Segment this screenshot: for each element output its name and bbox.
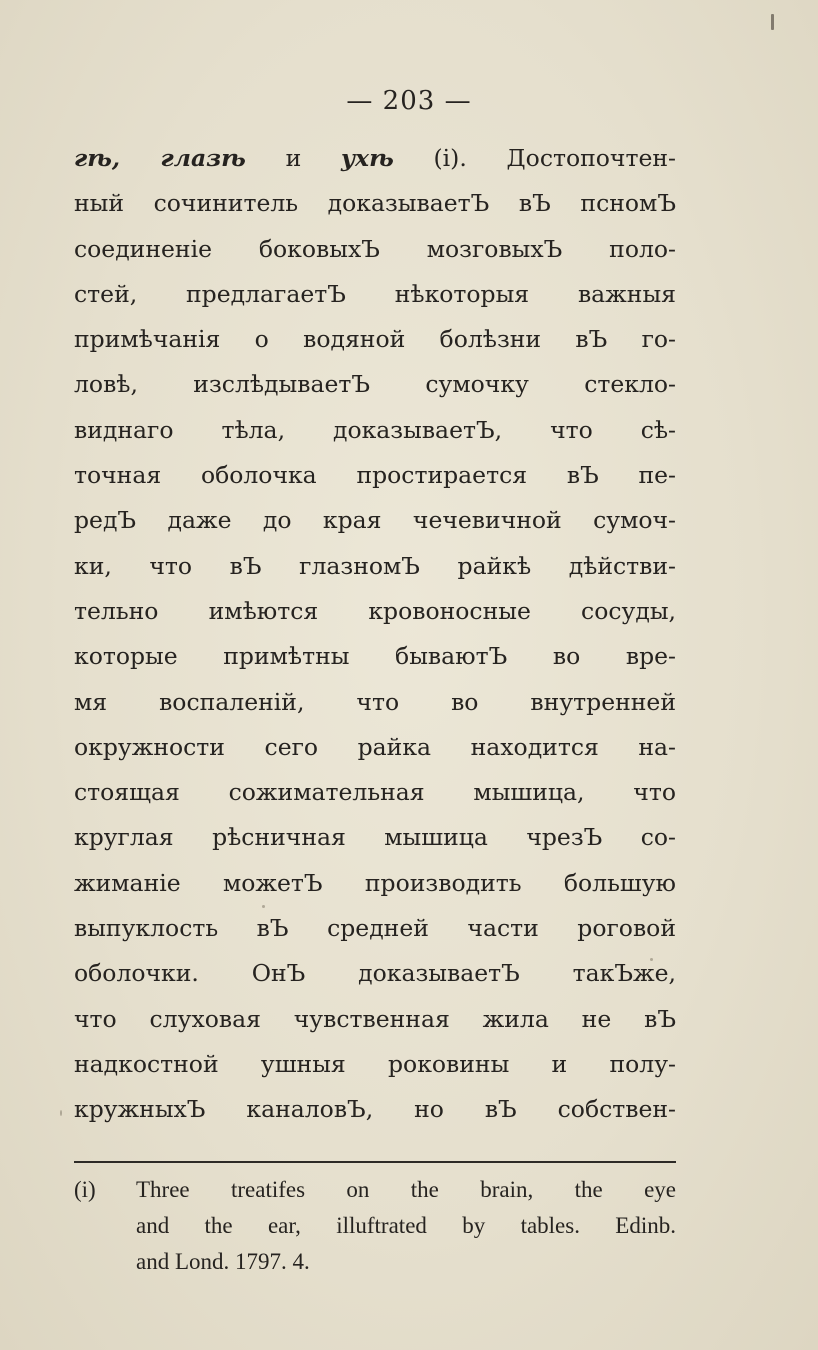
footnote-line xyxy=(74,1244,676,1280)
footnote-line xyxy=(74,1172,676,1208)
text-span: стей, предлагаетЪ нѣкоторыя важныя xyxy=(74,279,676,308)
text-span: точная оболочка простирается вЪ пе- xyxy=(74,461,676,490)
text-line xyxy=(74,453,676,498)
italic-text: гѣ, глазѣ xyxy=(74,144,246,172)
footnote-divider xyxy=(74,1161,676,1163)
text-line xyxy=(74,227,676,272)
text-line xyxy=(74,634,676,679)
text-span: кружныхЪ каналовЪ, но вЪ собствен- xyxy=(74,1095,676,1124)
text-span: и xyxy=(245,144,341,172)
text-line xyxy=(74,317,676,362)
text-span: что слуховая чувственная жила не вЪ xyxy=(74,1004,676,1033)
footnote xyxy=(74,1172,676,1280)
footnote-text: and the ear, illuftrated by tables. Edinb. xyxy=(136,1213,676,1238)
footnote-text: and Lond. 1797. 4. xyxy=(136,1249,310,1274)
text-line xyxy=(74,498,676,543)
text-line xyxy=(74,181,676,226)
text-span: редЪ даже до края чечевичной сумоч- xyxy=(74,506,676,535)
text-line xyxy=(74,815,676,860)
text-line xyxy=(74,408,676,453)
text-span: стоящая сожимательная мышица, что xyxy=(74,778,676,807)
italic-text: ухѣ xyxy=(341,144,394,172)
text-line xyxy=(74,725,676,770)
text-span: надкостной ушныя роковины и полу- xyxy=(74,1049,676,1078)
text-span: круглая рѣсничная мышица чрезЪ со- xyxy=(74,823,676,852)
text-span: соединеніе боковыхЪ мозговыхЪ поло- xyxy=(74,234,676,263)
text-span: ловѣ, изслѣдываетЪ сумочку стекло- xyxy=(74,370,676,399)
text-line xyxy=(74,680,676,725)
text-span: окружности сего райка находится на- xyxy=(74,732,676,761)
text-span: тельно имѣются кровоносные сосуды, xyxy=(74,596,676,625)
text-line xyxy=(74,589,676,634)
page-edge-mark xyxy=(771,14,774,30)
text-line xyxy=(74,770,676,815)
paper-speck xyxy=(60,1110,62,1116)
text-line xyxy=(74,136,676,181)
text-line xyxy=(74,997,676,1042)
text-line xyxy=(74,544,676,589)
text-span: (i). Достопочтен- xyxy=(393,144,676,172)
main-text xyxy=(74,136,676,1133)
text-span: жиманіе можетЪ производить большую xyxy=(74,868,676,897)
text-span: ки, что вЪ глазномЪ райкѣ дѣйстви- xyxy=(74,551,676,580)
footnote-line xyxy=(74,1208,676,1244)
text-span: которые примѣтны бываютЪ во вре- xyxy=(74,642,676,671)
text-line xyxy=(74,362,676,407)
text-line xyxy=(74,1042,676,1087)
text-span: оболочки. ОнЪ доказываетЪ такЪже, xyxy=(74,959,676,988)
text-line xyxy=(74,272,676,317)
text-span: мя воспаленій, что во внутренней xyxy=(74,687,676,716)
text-span: примѣчанія о водяной болѣзни вЪ го- xyxy=(74,325,676,354)
text-line xyxy=(74,906,676,951)
footnote-text: Three treatifes on the brain, the eye xyxy=(136,1177,676,1202)
text-line xyxy=(74,951,676,996)
text-line xyxy=(74,861,676,906)
text-line xyxy=(74,1087,676,1132)
footnote-marker: (i) xyxy=(74,1177,96,1202)
text-span: виднаго тѣла, доказываетЪ, что сѣ- xyxy=(74,415,676,444)
page-number: — 203 — xyxy=(346,86,472,116)
text-span: выпуклость вЪ средней части роговой xyxy=(74,914,676,943)
text-span: ный сочинитель доказываетЪ вЪ псномЪ xyxy=(74,189,676,218)
